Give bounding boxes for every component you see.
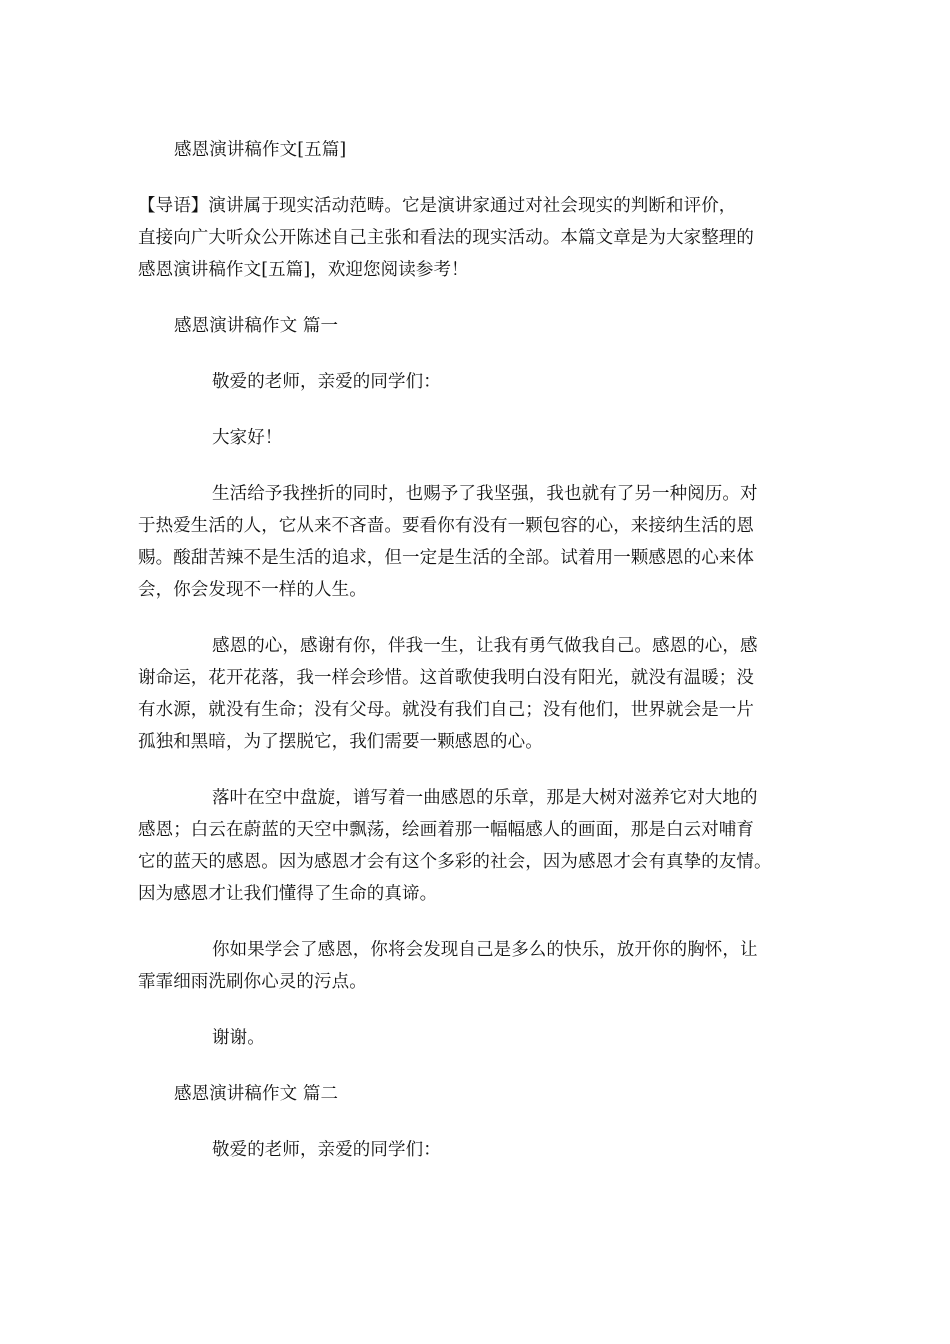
closing: 谢谢。 <box>212 1028 265 1048</box>
paragraph-2-line-4: 孤独和黑暗，为了摆脱它，我们需要一颗感恩的心。 <box>138 732 543 752</box>
section-heading-1: 感恩演讲稿作文 篇一 <box>174 316 339 336</box>
intro-line-2: 直接向广大听众公开陈述自己主张和看法的现实活动。本篇文章是为大家整理的 <box>138 228 754 248</box>
paragraph-1-line-1: 生活给予我挫折的同时，也赐予了我坚强，我也就有了另一种阅历。对 <box>212 484 758 504</box>
paragraph-1-line-3: 赐。酸甜苦辣不是生活的追求，但一定是生活的全部。试着用一颗感恩的心来体 <box>138 548 754 568</box>
salutation-1: 敬爱的老师，亲爱的同学们： <box>212 372 441 392</box>
paragraph-3-line-2: 感恩；白云在蔚蓝的天空中飘荡，绘画着那一幅幅感人的画面，那是白云对哺育 <box>138 820 754 840</box>
paragraph-1-line-2: 于热爱生活的人，它从来不吝啬。要看你有没有一颗包容的心，来接纳生活的恩 <box>138 516 754 536</box>
greeting: 大家好！ <box>212 428 283 448</box>
paragraph-3-line-1: 落叶在空中盘旋，谱写着一曲感恩的乐章，那是大树对滋养它对大地的 <box>212 788 758 808</box>
paragraph-2-line-3: 有水源，就没有生命；没有父母。就没有我们自己；没有他们，世界就会是一片 <box>138 700 754 720</box>
paragraph-4-line-2: 霏霏细雨洗刷你心灵的污点。 <box>138 972 367 992</box>
paragraph-1-line-4: 会，你会发现不一样的人生。 <box>138 580 367 600</box>
paragraph-3-line-3: 它的蓝天的感恩。因为感恩才会有这个多彩的社会，因为感恩才会有真挚的友情。 <box>138 852 772 872</box>
paragraph-3-line-4: 因为感恩才让我们懂得了生命的真谛。 <box>138 884 438 904</box>
paragraph-4-line-1: 你如果学会了感恩，你将会发现自己是多么的快乐，放开你的胸怀，让 <box>212 940 758 960</box>
intro-line-1: 【导语】演讲属于现实活动范畴。它是演讲家通过对社会现实的判断和评价， <box>138 196 737 216</box>
salutation-2: 敬爱的老师，亲爱的同学们： <box>212 1140 441 1160</box>
intro-line-3: 感恩演讲稿作文[五篇]，欢迎您阅读参考！ <box>138 260 469 280</box>
paragraph-2-line-2: 谢命运，花开花落，我一样会珍惜。这首歌使我明白没有阳光，就没有温暖；没 <box>138 668 754 688</box>
document-title: 感恩演讲稿作文[五篇] <box>174 140 347 160</box>
paragraph-2-line-1: 感恩的心，感谢有你，伴我一生，让我有勇气做我自己。感恩的心，感 <box>212 636 758 656</box>
section-heading-2: 感恩演讲稿作文 篇二 <box>174 1084 339 1104</box>
